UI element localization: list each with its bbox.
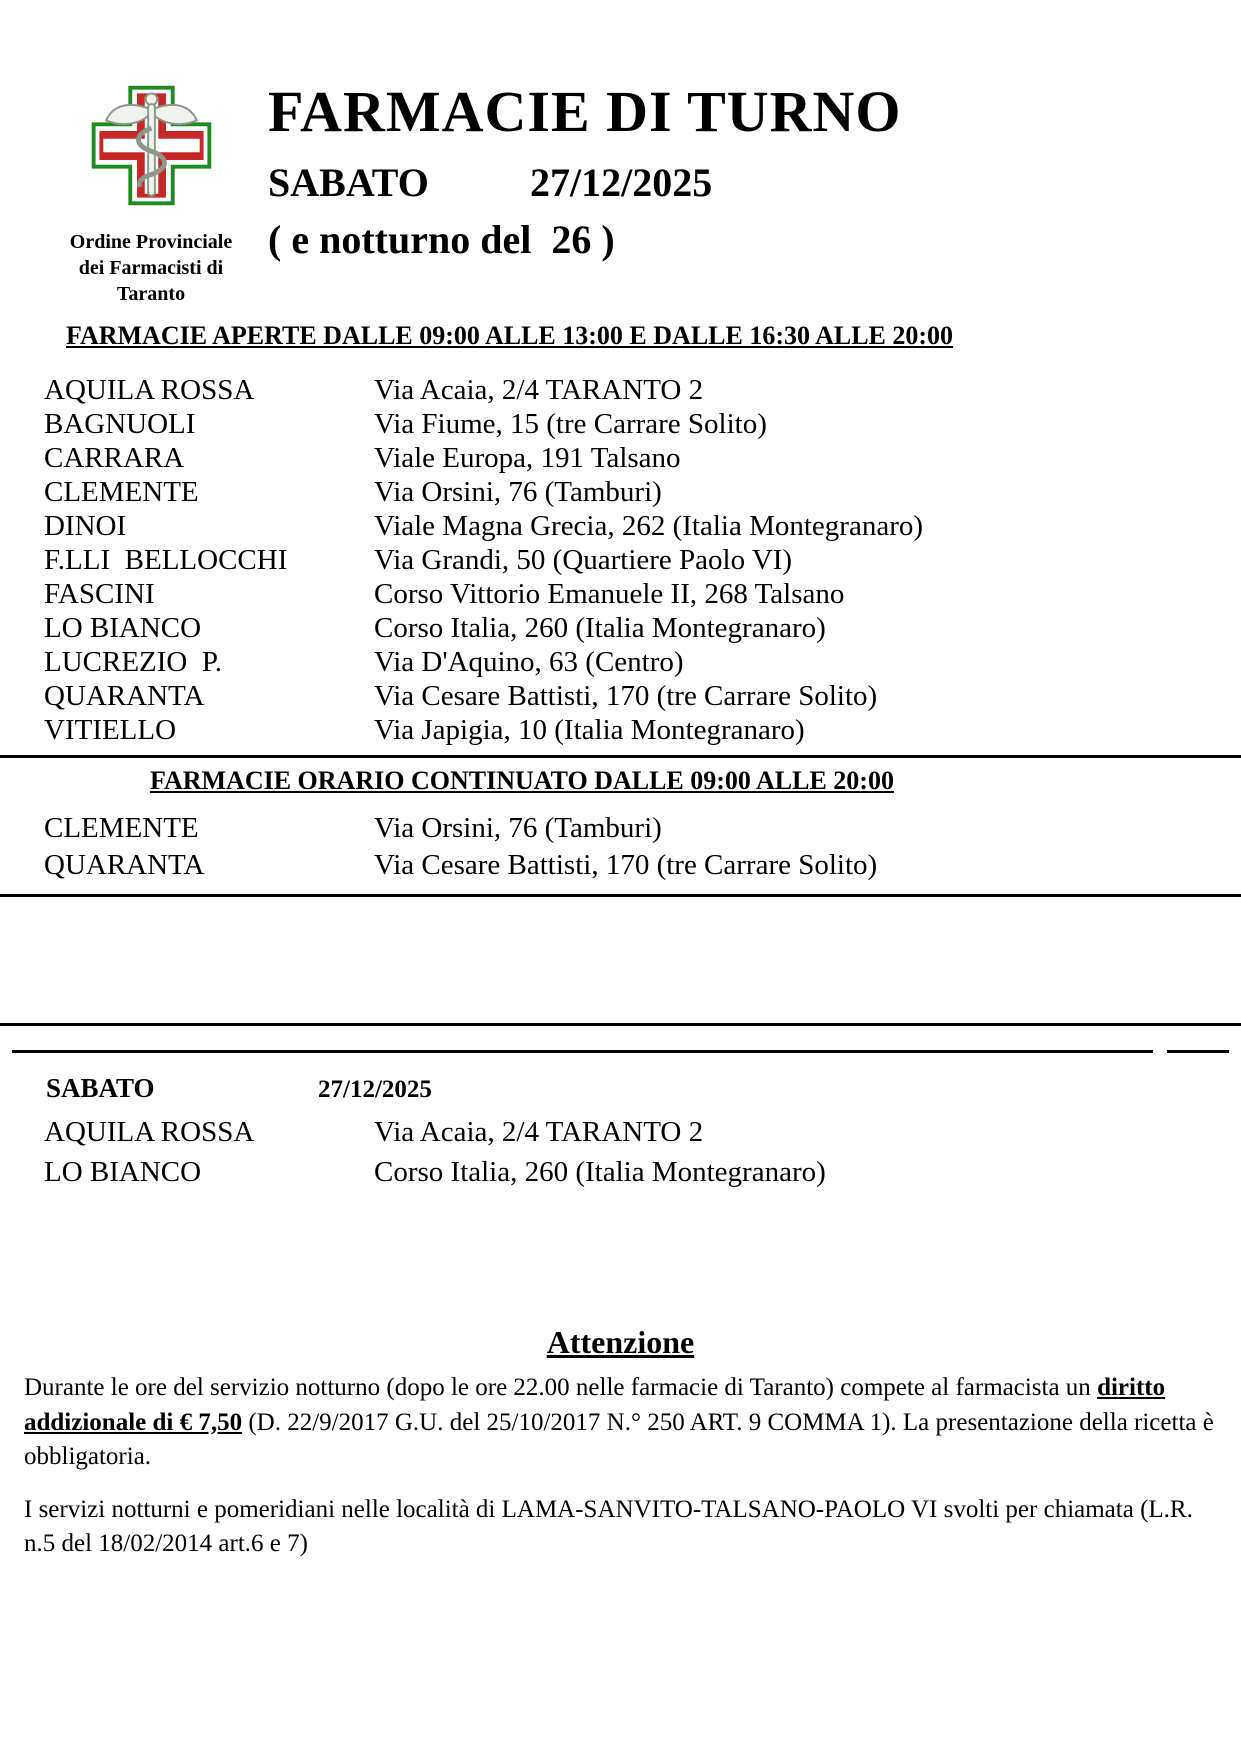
attention-paragraph-2: I servizi notturni e pomeridiani nelle località di LAMA-SANVITO-TALSANO-PAOLO VI svolti per chiamata (L.R. n.5 del 18/02/2014 art.6 e 7) <box>24 1495 1193 1557</box>
pharmacy-address: Via Orsini, 76 (Tamburi) <box>374 476 662 508</box>
divider-top <box>0 755 1241 758</box>
pharmacy-name: BAGNUOLI <box>44 408 196 440</box>
title-block <box>246 78 902 307</box>
pharmacy-address: Via Cesare Battisti, 170 (tre Carrare Solito) <box>374 680 878 712</box>
weekday-label: SABATO <box>268 160 429 205</box>
pharmacy-row <box>0 810 1241 847</box>
org-name-line-2: dei Farmacisti di <box>78 257 224 279</box>
pharmacy-name: QUARANTA <box>44 849 205 881</box>
pharmacy-address: Corso Italia, 260 (Italia Montegranaro) <box>374 1156 826 1188</box>
pharmacy-row <box>0 645 1241 679</box>
attention-p1-pre: Durante le ore del servizio notturno (dopo le ore 22.00 nelle farmacie di Taranto) compete al farmacista un <box>24 1374 1098 1401</box>
attention-heading: Attenzione <box>546 1324 695 1360</box>
pharmacy-name: CLEMENTE <box>44 476 199 508</box>
pharmacy-address: Via Cesare Battisti, 170 (tre Carrare Solito) <box>374 849 878 881</box>
pharmacy-name: DINOI <box>44 510 127 542</box>
divider-night-top <box>0 1023 1241 1026</box>
pharmacy-row <box>0 847 1241 884</box>
pharmacy-row <box>0 679 1241 713</box>
pharmacy-address: Viale Magna Grecia, 262 (Italia Montegranaro) <box>374 510 924 542</box>
night-pharmacies-list <box>0 1112 1241 1192</box>
org-name <box>70 229 232 307</box>
section-heading-open: FARMACIE APERTE DALLE 09:00 ALLE 13:00 E DALLE 16:30 ALLE 20:00 <box>66 321 954 350</box>
pharmacy-cross-caduceus-icon <box>84 78 219 213</box>
pharmacy-row <box>0 373 1241 407</box>
pharmacy-address: Via Grandi, 50 (Quartiere Paolo VI) <box>374 544 793 576</box>
page-title: FARMACIE DI TURNO <box>268 79 902 144</box>
pharmacy-name: LUCREZIO P. <box>44 646 223 678</box>
divider-night-bottom <box>0 1050 1241 1053</box>
pharmacy-row <box>0 475 1241 509</box>
divider-middle <box>0 894 1241 897</box>
section-heading-continuato: FARMACIE ORARIO CONTINUATO DALLE 09:00 ALLE 20:00 <box>150 766 894 795</box>
org-name-line-1: Ordine Provinciale <box>69 231 233 253</box>
pharmacy-address: Corso Vittorio Emanuele II, 268 Talsano <box>374 578 845 610</box>
pharmacy-address: Corso Italia, 260 (Italia Montegranaro) <box>374 612 826 644</box>
pharmacy-name: VITIELLO <box>44 714 177 746</box>
pharmacy-row <box>0 1112 1241 1152</box>
pharmacy-address: Viale Europa, 191 Talsano <box>374 442 681 474</box>
pharmacy-name: F.LLI BELLOCCHI <box>44 544 288 576</box>
pharmacy-address: Via Orsini, 76 (Tamburi) <box>374 812 662 844</box>
pharmacy-name: CARRARA <box>44 442 185 474</box>
night-date-label: 27/12/2025 <box>318 1076 432 1103</box>
attention-paragraph-1 <box>24 1371 1217 1475</box>
pharmacy-row <box>0 577 1241 611</box>
pharmacy-row <box>0 1152 1241 1192</box>
pharmacy-row <box>0 441 1241 475</box>
masthead <box>0 0 1241 307</box>
pharmacy-address: Via D'Aquino, 63 (Centro) <box>374 646 684 678</box>
date-label: 27/12/2025 <box>530 160 713 205</box>
pharmacy-address: Via Fiume, 15 (tre Carrare Solito) <box>374 408 767 440</box>
pharmacy-row <box>0 407 1241 441</box>
pharmacy-row <box>0 611 1241 645</box>
pharmacy-name: AQUILA ROSSA <box>44 1116 255 1148</box>
pharmacy-address: Via Japigia, 10 (Italia Montegranaro) <box>374 714 805 746</box>
org-name-line-3: Taranto <box>116 283 186 305</box>
pharmacy-name: LO BIANCO <box>44 1156 202 1188</box>
attention-surcharge: diritto addizionale di € 7,50 <box>24 1374 1166 1436</box>
open-pharmacies-list <box>0 373 1241 747</box>
night-note: ( e notturno del 26 ) <box>268 217 615 262</box>
pharmacy-row <box>0 713 1241 747</box>
divider-segment-long <box>12 1050 1153 1053</box>
date-line <box>268 159 902 206</box>
divider-segment-short <box>1167 1050 1229 1053</box>
pharmacy-name: CLEMENTE <box>44 812 199 844</box>
continuato-pharmacies-list <box>0 810 1241 884</box>
pharmacy-name: AQUILA ROSSA <box>44 374 255 406</box>
pharmacy-name: LO BIANCO <box>44 612 202 644</box>
pharmacy-row <box>0 509 1241 543</box>
pharmacy-row <box>0 543 1241 577</box>
night-section-header <box>0 1073 1241 1104</box>
pharmacy-address: Via Acaia, 2/4 TARANTO 2 <box>374 374 704 406</box>
attention-p1-post: (D. 22/9/2017 G.U. del 25/10/2017 N.° 250 ART. 9 COMMA 1). La presentazione della ricetta è obbligatoria. <box>24 1408 1214 1470</box>
pharmacy-address: Via Acaia, 2/4 TARANTO 2 <box>374 1116 704 1148</box>
pharmacy-name: FASCINI <box>44 578 155 610</box>
logo-block <box>56 78 246 307</box>
night-weekday-label: SABATO <box>46 1073 155 1103</box>
attention-section <box>0 1324 1241 1562</box>
pharmacy-name: QUARANTA <box>44 680 205 712</box>
